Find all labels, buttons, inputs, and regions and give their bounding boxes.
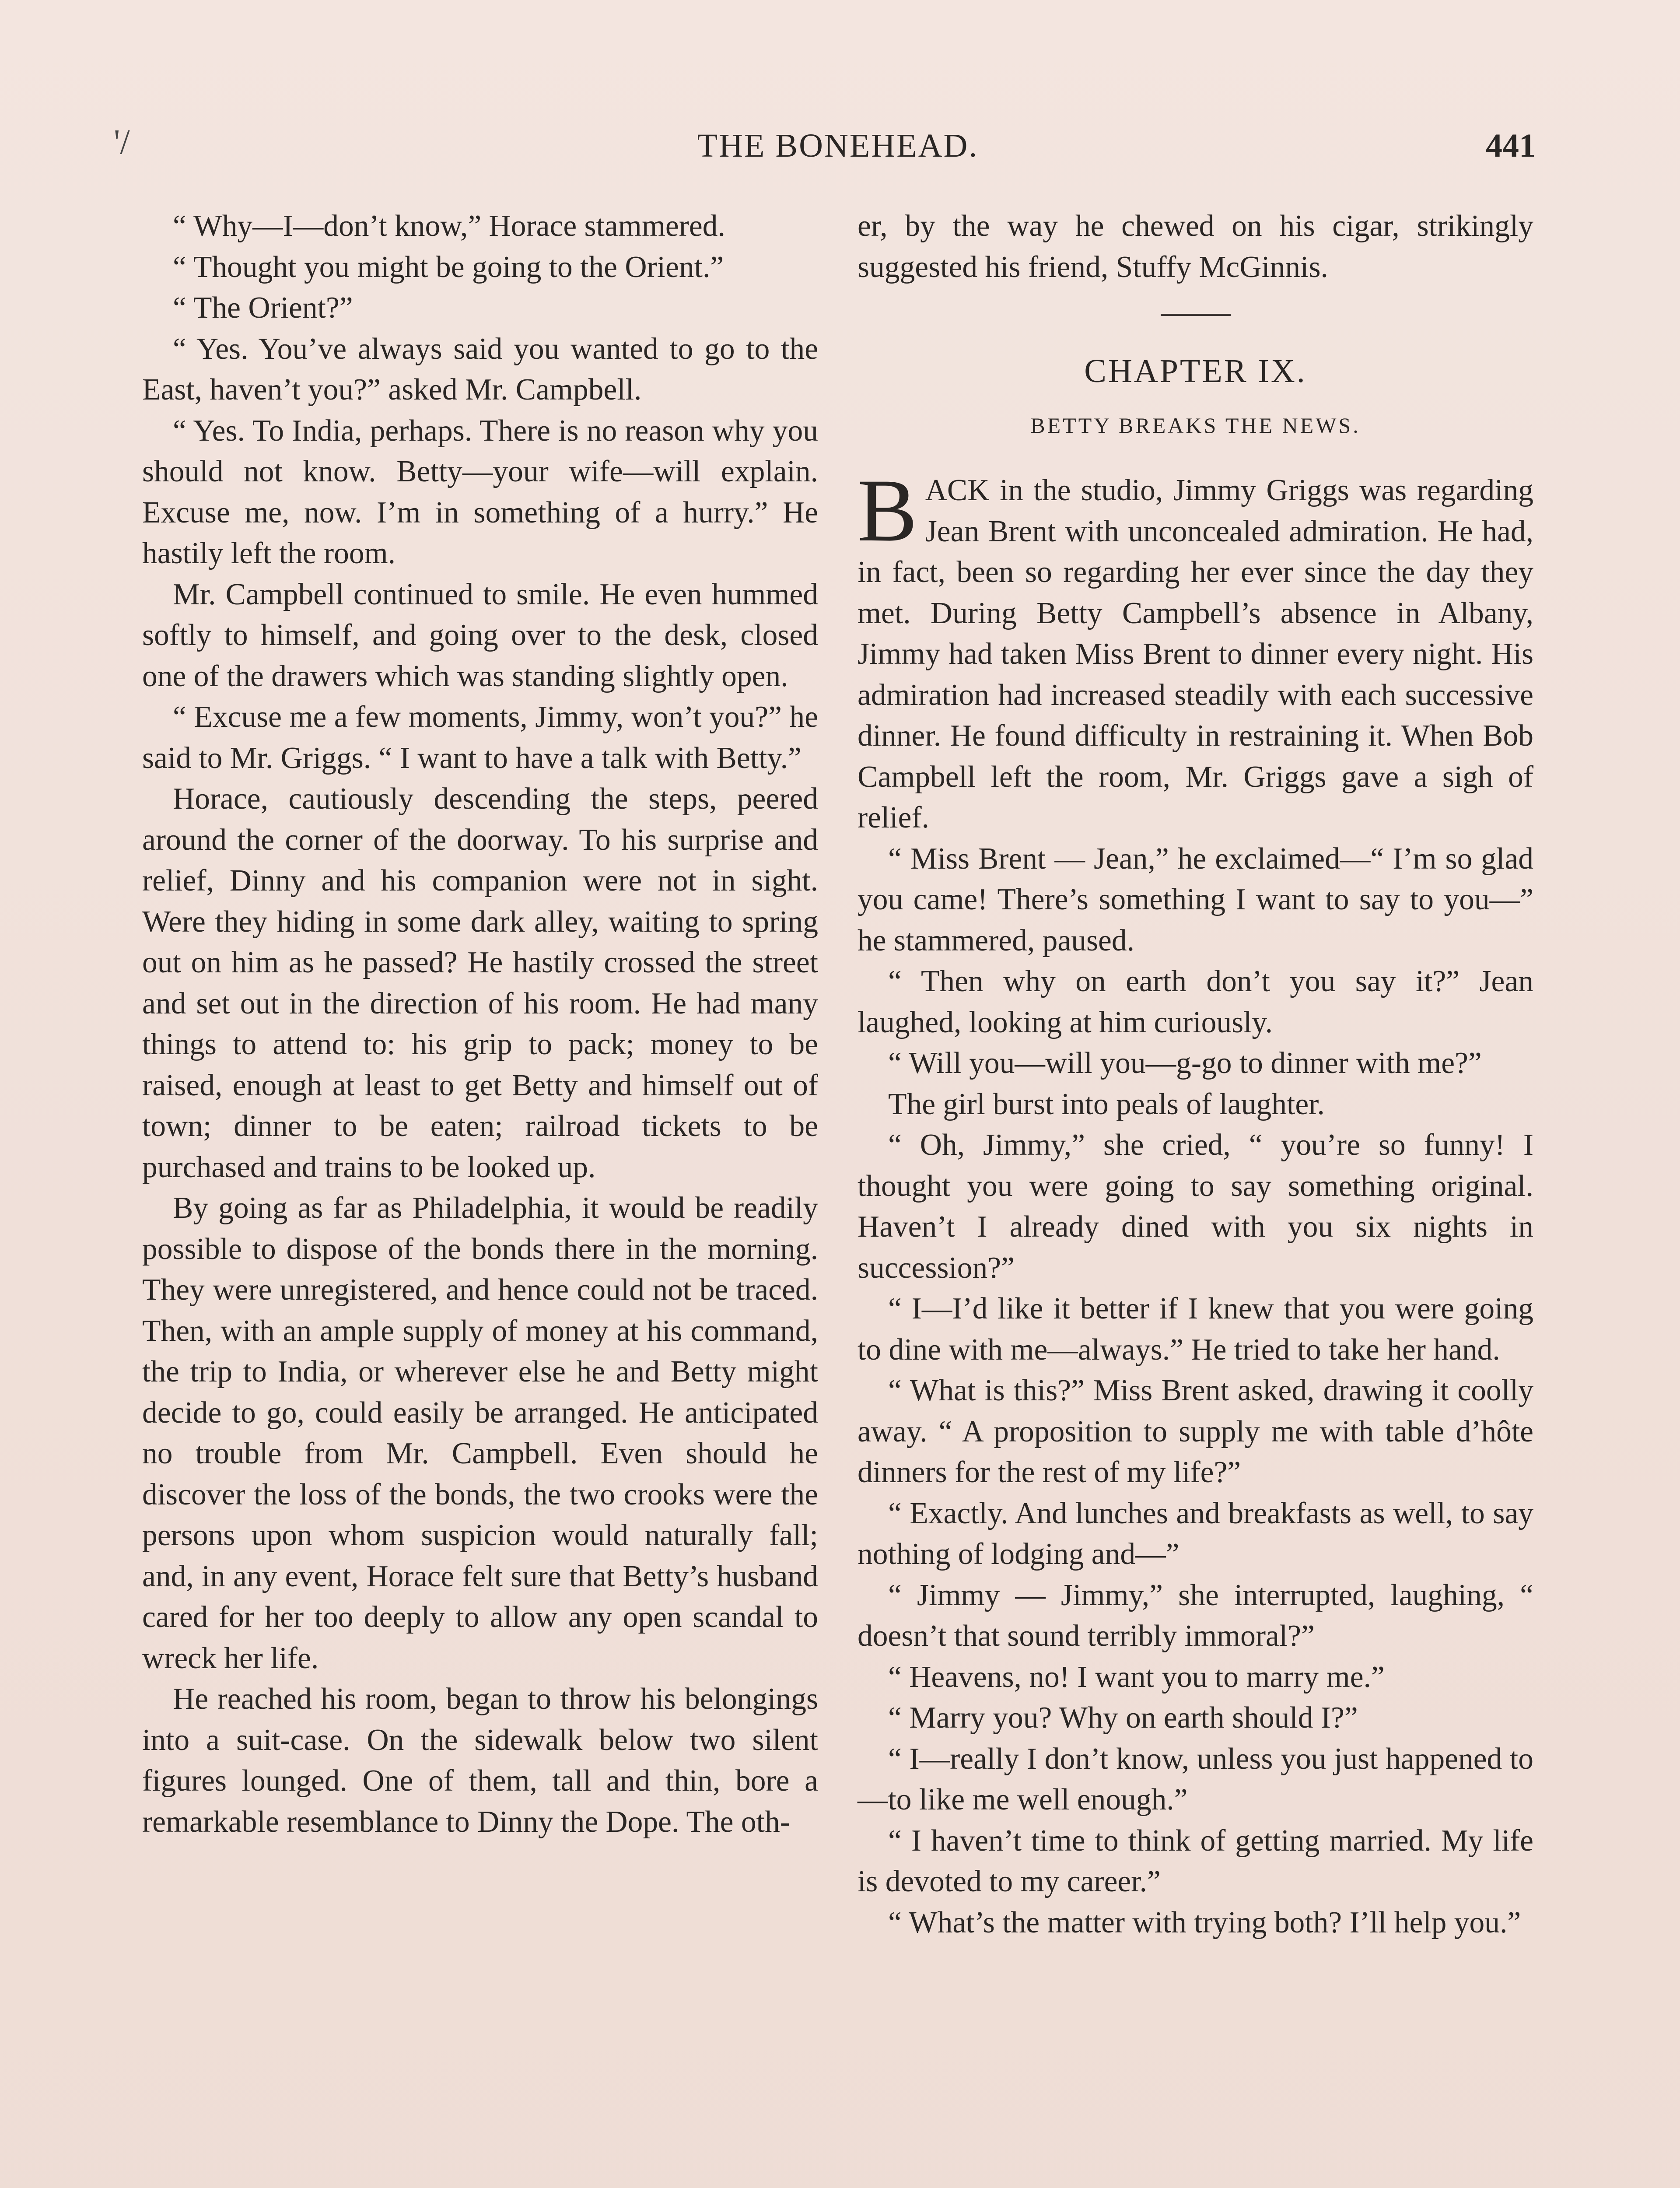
paragraph: “ What is this?” Miss Brent asked, drawing it coolly away. “ A proposition to supply me with table d’hôte dinners for the rest of my life?” [858,1374,1533,1489]
chapter-subtitle: BETTY BREAKS THE NEWS. [1030,413,1361,438]
opening-text: ACK in the studio, Jimmy Griggs was regarding Jean Brent with unconcealed admiration. He had, in fact, been so regarding her ever since the day they met. During Betty Campbell’s absence in Albany, Jimmy had taken Miss Brent to dinner every night. His admiration had increased steadily with each successive dinner. He found difficulty in restraining it. When Bob Campbell left the room, Mr. Griggs gave a sigh of relief. [858,473,1533,835]
paragraph: “ I haven’t time to think of getting married. My life is devoted to my career.” [858,1823,1533,1898]
running-title: THE BONEHEAD. [697,127,979,164]
continuation-paragraph: er, by the way he chewed on his cigar, strikingly suggested his friend, Stuffy McGinnis. [858,209,1533,284]
paragraph: The girl burst into peals of laughter. [888,1087,1325,1121]
margin-mark: '/ [114,123,130,161]
paragraph: “ Exactly. And lunches and breakfasts as well, to say nothing of lodging and—” [858,1496,1533,1571]
page-number: 441 [1486,127,1536,164]
paragraph: “ Miss Brent — Jean,” he exclaimed—“ I’m so glad you came! There’s something I want to say to you—” he stammered, paused. [858,842,1533,957]
paragraph: “ I—I’d like it better if I knew that you were going to dine with me—always.” He tried to take her hand. [858,1292,1533,1367]
paragraph: By going as far as Philadelphia, it would be readily possible to dispose of the bonds there in the morning. They were unregistered, and hence could not be traced. Then, with an ample supply of money at his command, the trip to India, or wherever else he and Betty might decide to go, could easily be arranged. He anticipated no trouble from Mr. Campbell. Even should he discover the loss of the bonds, the two crooks were the persons upon whom suspicion would naturally fall; and, in any event, Horace felt sure that Betty’s husband cared for her too deeply to allow any open scandal to wreck her life. [142,1191,818,1675]
paragraph: “ What’s the matter with trying both? I’ll help you.” [888,1905,1521,1939]
chapter-opening-paragraph [858,461,1533,838]
right-column [858,206,1533,1943]
running-header [114,123,1536,175]
paragraph: “ Why—I—don’t know,” Horace stammered. [173,209,725,243]
paragraph: “ The Orient?” [173,291,353,325]
paragraph: Horace, cautiously descending the steps, peered around the corner of the doorway. To his surprise and relief, Dinny and his companion were not in sight. Were they hiding in some dark alley, waiting to spring out on him as he passed? He hastily crossed the street and set out in the direction of his room. He had many things to attend to: his grip to pack; money to be raised, enough at least to get Betty and himself out of town; dinner to be eaten; railroad tickets to be purchased and trains to be looked up. [142,782,818,1184]
paragraph: “ I—really I don’t know, unless you just happened to—to like me well enough.” [858,1742,1533,1816]
paragraph: “ Marry you? Why on earth should I?” [888,1701,1358,1735]
paragraph: “ Thought you might be going to the Orient.” [173,250,724,284]
drop-cap: B [858,461,917,560]
chapter-heading: CHAPTER IX. [1084,353,1307,389]
paragraph: “ Jimmy — Jimmy,” she interrupted, laughing, “ doesn’t that sound terribly immoral?” [858,1578,1533,1653]
paragraph: “ Excuse me a few moments, Jimmy, won’t you?” he said to Mr. Griggs. “ I want to have a talk with Betty.” [142,700,818,775]
paragraph: He reached his room, began to throw his belongings into a suit-case. On the sidewalk below two silent figures lounged. One of them, tall and thin, bore a remarkable resemblance to Dinny the Dope. The oth- [142,1682,818,1839]
paragraph: Mr. Campbell continued to smile. He even hummed softly to himself, and going over to the desk, closed one of the drawers which was standing slightly open. [142,577,818,693]
paragraph: “ Heavens, no! I want you to marry me.” [888,1660,1385,1694]
paragraph: “ Will you—will you—g-go to dinner with me?” [888,1046,1482,1080]
paragraph: “ Then why on earth don’t you say it?” Jean laughed, looking at him curiously. [858,964,1533,1039]
left-column [142,206,818,1842]
paragraph: “ Yes. To India, perhaps. There is no reason why you should not know. Betty—your wife—will explain. Excuse me, now. I’m in something of a hurry.” He hastily left the room. [142,414,818,570]
paragraph: “ Oh, Jimmy,” she cried, “ you’re so funny! I thought you were going to say something original. Haven’t I already dined with you six nights in succession?” [858,1128,1533,1285]
section-divider [1161,314,1231,316]
paragraph: “ Yes. You’ve always said you wanted to go to the East, haven’t you?” asked Mr. Campbell. [142,332,818,407]
